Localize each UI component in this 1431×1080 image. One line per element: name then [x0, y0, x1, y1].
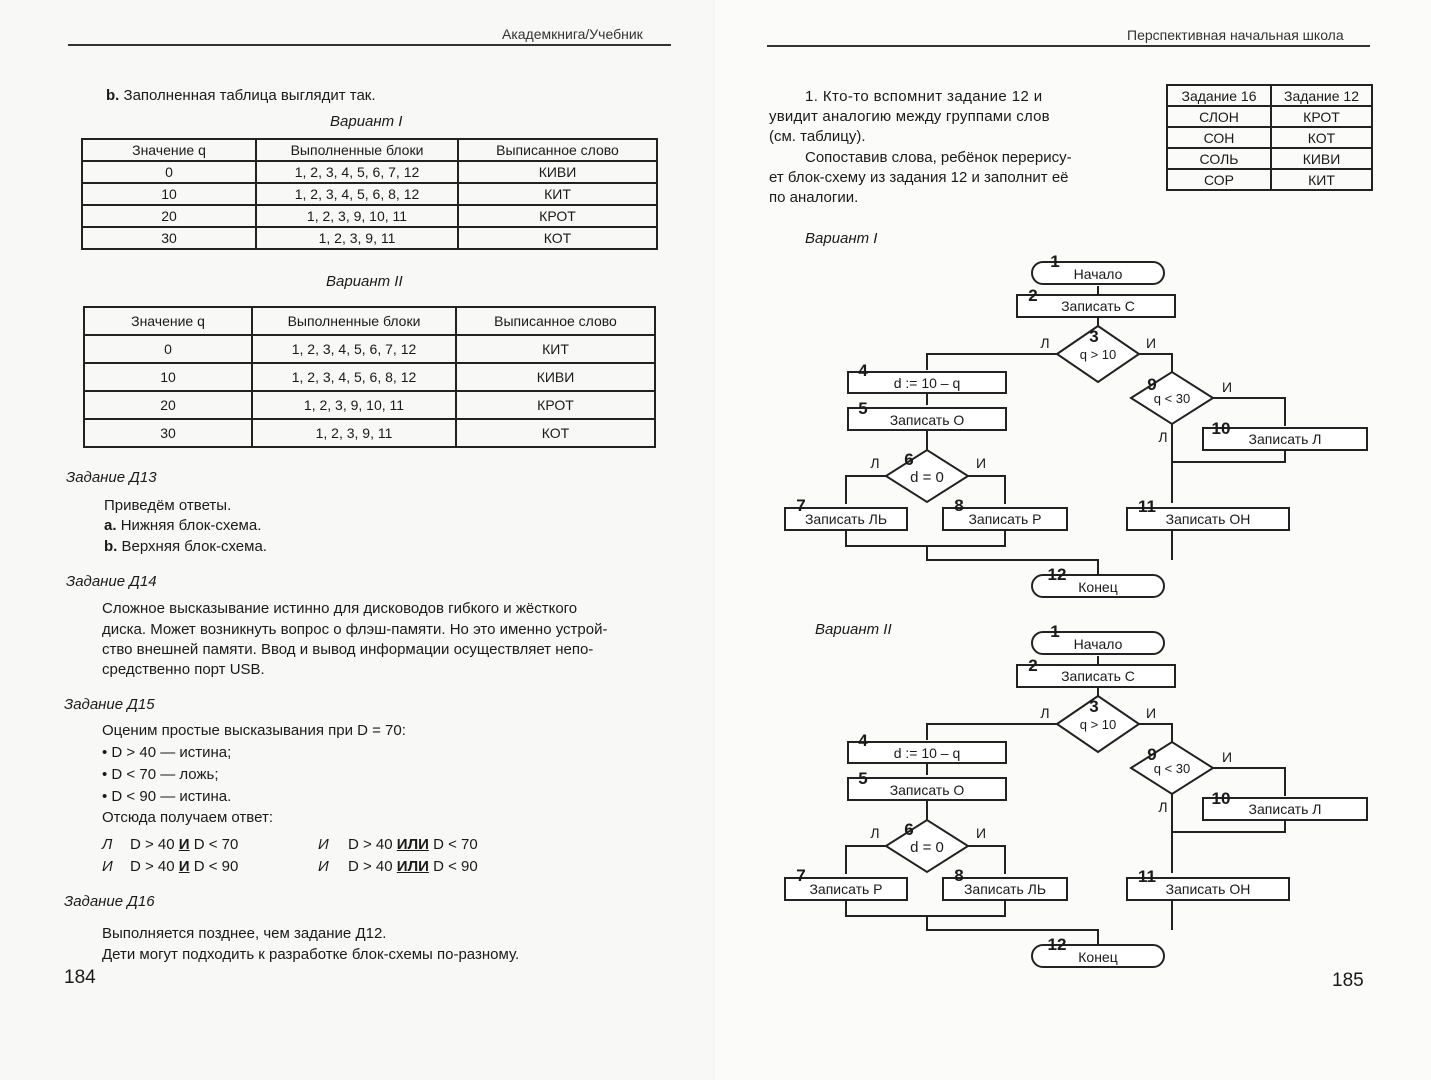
- cell: 0: [84, 335, 252, 363]
- task-d13-item-b: [104, 537, 267, 557]
- logic-operand: D > 40: [130, 836, 175, 853]
- table-header-row: [84, 307, 655, 335]
- block-number: 4: [858, 731, 868, 750]
- bullet-item: • D > 40 — истина;: [102, 744, 232, 761]
- connector-line: [968, 846, 1005, 874]
- header-cell: Задание 16: [1167, 85, 1271, 106]
- logic-operand: D > 40: [348, 858, 393, 875]
- cell: 30: [84, 419, 252, 447]
- block-number: 11: [1138, 497, 1156, 516]
- flowchart-graphic: [785, 622, 1367, 967]
- bullet-text: D > 40 — истина;: [111, 744, 232, 761]
- decision-label: d = 0: [910, 839, 944, 856]
- cell: 20: [82, 205, 256, 227]
- table-row: [82, 161, 657, 183]
- block-label: Записать Л: [1248, 431, 1322, 447]
- branch-label-true: И: [1145, 335, 1157, 351]
- decision-label: q > 10: [1079, 347, 1117, 362]
- block-number: 1: [1050, 252, 1060, 271]
- table-header-row: [82, 139, 657, 161]
- cell: 0: [82, 161, 256, 183]
- start-label: Начало: [1073, 636, 1123, 652]
- truth-mark: Л: [102, 836, 113, 853]
- block-number: 5: [858, 399, 868, 418]
- cell: 30: [82, 227, 256, 249]
- connector-line: [846, 846, 886, 874]
- task-d14-line: средственно порт USB.: [102, 661, 265, 678]
- comparison-table: [1166, 84, 1373, 191]
- block-label: Записать Р: [809, 881, 883, 897]
- task-d16-line: Выполняется позднее, чем задание Д12.: [102, 925, 387, 942]
- block-label: Записать ЛЬ: [963, 881, 1047, 897]
- table-row: [1167, 169, 1372, 190]
- running-header-left: Академкнига/Учебник: [502, 26, 643, 42]
- para2-line: по аналогии.: [769, 189, 859, 206]
- para1-line: [769, 87, 1043, 107]
- branch-label-true: И: [1145, 705, 1157, 721]
- task-d14-line: Сложное высказывание истинно для дисководов гибкого и жёсткого: [102, 600, 578, 617]
- branch-label-false: Л: [1040, 705, 1050, 721]
- item-text: Верхняя блок-схема.: [121, 538, 267, 555]
- table-row: [84, 391, 655, 419]
- branch-label-true: И: [975, 825, 987, 841]
- header-cell: Выписанное слово: [456, 307, 655, 335]
- block-number: 2: [1028, 656, 1038, 675]
- logic-operand: D < 90: [193, 858, 239, 875]
- block-number: 6: [904, 450, 914, 469]
- page-number-left: 184: [64, 967, 96, 988]
- table-header-row: [1167, 85, 1372, 106]
- logic-operator: ИЛИ: [396, 836, 429, 853]
- connector-line: [846, 900, 1005, 916]
- logic-expression: [348, 857, 478, 877]
- block-number: 1: [1050, 622, 1060, 641]
- block-number: 10: [1211, 419, 1231, 438]
- block-number: 5: [858, 769, 868, 788]
- connector-line: [846, 476, 886, 504]
- task-d15-answer-lead: Отсюда получаем ответ:: [102, 809, 273, 826]
- results-table-variant2: [83, 306, 656, 448]
- task-d14-line: диска. Может возникнуть вопрос о флэш-памяти. Но это именно устрой-: [102, 621, 608, 638]
- cell: 1, 2, 3, 9, 11: [252, 419, 456, 447]
- table-row: [82, 205, 657, 227]
- cell: 1, 2, 3, 4, 5, 6, 7, 12: [252, 335, 456, 363]
- connector-line: [1139, 724, 1172, 742]
- running-header-right: Перспективная начальная школа: [1127, 27, 1344, 43]
- block-number: 4: [858, 361, 868, 380]
- cell: КИТ: [1271, 169, 1372, 190]
- branch-label-false: Л: [1158, 799, 1168, 815]
- decision-label: q < 30: [1153, 761, 1191, 776]
- cell: КОТ: [456, 419, 655, 447]
- branch-label-true: И: [975, 455, 987, 471]
- block-label: Записать Л: [1248, 801, 1322, 817]
- table-row: [1167, 127, 1372, 148]
- block-label: d := 10 – q: [893, 745, 961, 761]
- block-number: 12: [1047, 565, 1067, 584]
- cell: 1, 2, 3, 9, 10, 11: [256, 205, 458, 227]
- task-d14-title: Задание Д14: [66, 573, 157, 590]
- flowchart-variant2: [715, 620, 1431, 975]
- cell: 1, 2, 3, 4, 5, 6, 8, 12: [256, 183, 458, 205]
- branch-label-false: Л: [870, 825, 880, 841]
- cell: КИТ: [458, 183, 657, 205]
- block-label: Записать С: [1061, 668, 1135, 684]
- bullet-item: • D < 70 — ложь;: [102, 766, 219, 783]
- end-label: Конец: [1078, 579, 1118, 595]
- bullet-item: • D < 90 — истина.: [102, 788, 232, 805]
- block-number: 7: [796, 866, 806, 885]
- task-d15-title: Задание Д15: [64, 696, 155, 713]
- block-label: Записать С: [1061, 298, 1135, 314]
- decision-label: d = 0: [910, 469, 944, 486]
- table-row: [1167, 148, 1372, 169]
- block-number: 6: [904, 820, 914, 839]
- table-row: [82, 183, 657, 205]
- block-number: 9: [1147, 375, 1157, 394]
- branch-label-true: И: [1221, 749, 1233, 765]
- variant1-title-left: Вариант I: [330, 113, 403, 130]
- block-label: Записать ОН: [1165, 881, 1251, 897]
- intro-line: [106, 86, 376, 106]
- start-label: Начало: [1073, 266, 1123, 282]
- end-label: Конец: [1078, 949, 1118, 965]
- table-row: [82, 227, 657, 249]
- block-number: 9: [1147, 745, 1157, 764]
- block-number: 3: [1089, 697, 1099, 716]
- truth-mark: И: [318, 858, 329, 875]
- truth-mark: И: [318, 836, 329, 853]
- header-rule-left: [68, 44, 671, 46]
- connector-line: [1172, 820, 1285, 832]
- intro-text: Заполненная таблица выглядит так.: [123, 87, 376, 104]
- para1-text: 1. Кто-то вспомнит задание 12 и: [805, 88, 1043, 105]
- variant2-title-right: Вариант II: [815, 621, 892, 638]
- cell: КИВИ: [458, 161, 657, 183]
- decision-label: q < 30: [1153, 391, 1191, 406]
- para2-line: Сопоставив слова, ребёнок перерису-: [805, 149, 1072, 166]
- cell: КОТ: [458, 227, 657, 249]
- table-row: [84, 419, 655, 447]
- cell: КРОТ: [458, 205, 657, 227]
- task-d13-item-a: [104, 516, 261, 536]
- cell: 1, 2, 3, 4, 5, 6, 7, 12: [256, 161, 458, 183]
- cell: 10: [82, 183, 256, 205]
- task-d14-line: ство внешней памяти. Ввод и вывод информации осуществляет непо-: [102, 641, 594, 658]
- flowchart-graphic: [785, 252, 1367, 597]
- cell: СОН: [1167, 127, 1271, 148]
- para2-line: ет блок-схему из задания 12 и заполнит её: [769, 169, 1069, 186]
- block-label: d := 10 – q: [893, 375, 961, 391]
- cell: 1, 2, 3, 9, 11: [256, 227, 458, 249]
- connector-line: [927, 724, 1057, 740]
- branch-label-false: Л: [1158, 429, 1168, 445]
- cell: КРОТ: [1271, 106, 1372, 127]
- variant2-title-left: Вариант II: [326, 273, 403, 290]
- block-number: 12: [1047, 935, 1067, 954]
- cell: КИВИ: [1271, 148, 1372, 169]
- cell: СЛОН: [1167, 106, 1271, 127]
- task-d13-title: Задание Д13: [66, 469, 157, 486]
- block-label: Записать О: [889, 782, 965, 798]
- logic-operand: D < 90: [433, 858, 478, 875]
- connector-line: [968, 476, 1005, 504]
- branch-label-false: Л: [1040, 335, 1050, 351]
- table-row: [84, 335, 655, 363]
- block-number: 7: [796, 496, 806, 515]
- cell: 10: [84, 363, 252, 391]
- para1-line: увидит аналогию между группами слов: [769, 108, 1050, 125]
- block-label: Записать ЛЬ: [804, 511, 888, 527]
- bullet-text: D < 70 — ложь;: [111, 766, 219, 783]
- block-label: Записать Р: [968, 511, 1042, 527]
- branch-label-false: Л: [870, 455, 880, 471]
- cell: 1, 2, 3, 9, 10, 11: [252, 391, 456, 419]
- header-cell: Задание 12: [1271, 85, 1372, 106]
- right-page: [715, 0, 1431, 1080]
- cell: КИВИ: [456, 363, 655, 391]
- para1-line: (см. таблицу).: [769, 128, 866, 145]
- header-cell: Значение q: [82, 139, 256, 161]
- block-number: 3: [1089, 327, 1099, 346]
- logic-operator: И: [178, 858, 190, 875]
- header-cell: Выполненные блоки: [252, 307, 456, 335]
- cell: КОТ: [1271, 127, 1372, 148]
- cell: СОЛЬ: [1167, 148, 1271, 169]
- block-number: 8: [954, 496, 964, 515]
- item-label: b.: [104, 538, 118, 555]
- connector-line: [1139, 354, 1172, 372]
- bullet-text: D < 90 — истина.: [111, 788, 232, 805]
- block-label: Записать ОН: [1165, 511, 1251, 527]
- block-number: 2: [1028, 286, 1038, 305]
- item-text: Нижняя блок-схема.: [120, 517, 262, 534]
- item-label: a.: [104, 517, 117, 534]
- results-table-variant1: [81, 138, 658, 250]
- truth-mark: И: [102, 858, 113, 875]
- connector-line: [927, 354, 1057, 370]
- connector-line: [846, 530, 1005, 546]
- connector-line: [927, 546, 1098, 575]
- cell: КИТ: [456, 335, 655, 363]
- logic-row-1: [102, 835, 662, 855]
- task-d13-lead: Приведём ответы.: [104, 497, 232, 514]
- cell: 20: [84, 391, 252, 419]
- branch-label-true: И: [1221, 379, 1233, 395]
- connector-line: [1172, 450, 1285, 462]
- header-rule-right: [767, 45, 1370, 47]
- decision-label: q > 10: [1079, 717, 1117, 732]
- logic-operator: И: [178, 836, 190, 853]
- block-number: 11: [1138, 867, 1156, 886]
- table-row: [1167, 106, 1372, 127]
- flowchart-variant1: [715, 250, 1431, 610]
- page-number-right: 185: [1332, 970, 1364, 991]
- task-d15-lead: Оценим простые высказывания при D = 70:: [102, 722, 406, 739]
- logic-operator: ИЛИ: [396, 858, 429, 875]
- task-d16-line: Дети могут подходить к разработке блок-схемы по-разному.: [102, 946, 520, 963]
- logic-operand: D > 40: [348, 836, 393, 853]
- header-cell: Выписанное слово: [458, 139, 657, 161]
- block-number: 10: [1211, 789, 1231, 808]
- cell: 1, 2, 3, 4, 5, 6, 8, 12: [252, 363, 456, 391]
- table-row: [84, 363, 655, 391]
- variant1-title-right: Вариант I: [805, 230, 878, 247]
- cell: КРОТ: [456, 391, 655, 419]
- block-number: 8: [954, 866, 964, 885]
- logic-operand: D < 70: [193, 836, 239, 853]
- block-label: Записать О: [889, 412, 965, 428]
- task-d16-title: Задание Д16: [64, 893, 155, 910]
- connector-line: [927, 916, 1098, 945]
- logic-expression: [348, 835, 478, 855]
- header-cell: Значение q: [84, 307, 252, 335]
- logic-operand: D < 70: [433, 836, 478, 853]
- left-page: [0, 0, 715, 1080]
- intro-label: b.: [106, 87, 120, 104]
- logic-operand: D > 40: [130, 858, 175, 875]
- logic-row-2: [102, 857, 662, 877]
- header-cell: Выполненные блоки: [256, 139, 458, 161]
- cell: СОР: [1167, 169, 1271, 190]
